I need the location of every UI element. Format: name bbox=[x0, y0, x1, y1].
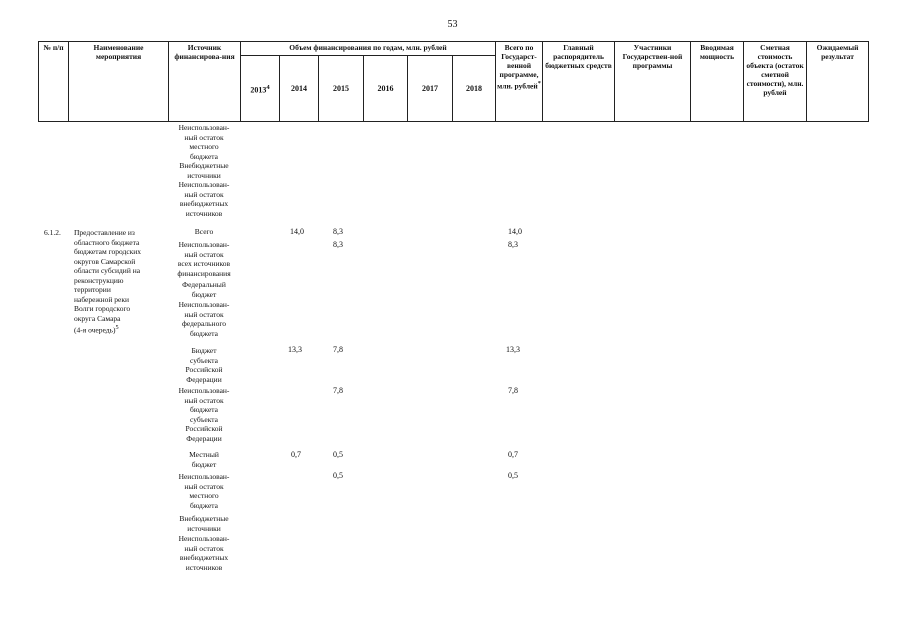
source-unused-regional: Неиспользован- ный остаток бюджета субъекта Российской Федерации bbox=[178, 386, 230, 443]
value-total: 0,5 bbox=[508, 471, 518, 480]
source-unused-federal: Неиспользован- ный остаток федерального бюджета bbox=[178, 300, 230, 338]
header-cost: Сметная стоимость объекта (остаток сметной стоимости), млн. рублей bbox=[744, 42, 807, 122]
value-2015: 8,3 bbox=[333, 240, 343, 249]
header-total: Всего по Государст-венной программе, млн. рублей* bbox=[496, 42, 543, 122]
year-2016: 2016 bbox=[364, 56, 408, 122]
year-2014: 2014 bbox=[280, 56, 319, 122]
header-result: Ожидаемый результат bbox=[807, 42, 869, 122]
value-total: 14,0 bbox=[508, 227, 522, 236]
year-2017: 2017 bbox=[408, 56, 453, 122]
source-unused-all: Неиспользован- ный остаток всех источников финансирования bbox=[177, 240, 231, 278]
header-admin: Главный распорядитель бюджетных средств bbox=[543, 42, 615, 122]
header-participants: Участники Государствен-ной программы bbox=[615, 42, 691, 122]
value-total: 0,7 bbox=[508, 450, 518, 459]
value-total: 13,3 bbox=[506, 345, 520, 354]
year-2015: 2015 bbox=[319, 56, 364, 122]
item-number: 6.1.2. bbox=[44, 228, 61, 237]
value-2015: 7,8 bbox=[333, 345, 343, 354]
source-unused-extrabudget: Неиспользован- ный остаток внебюджетных источников bbox=[178, 534, 230, 572]
source-regional: Бюджет субъекта Российской Федерации bbox=[185, 346, 223, 384]
value-2015: 0,5 bbox=[333, 450, 343, 459]
value-2015: 8,3 bbox=[333, 227, 343, 236]
value-2014: 0,7 bbox=[291, 450, 301, 459]
prev-sources: Неиспользован- ный остаток местного бюджета Внебюджетные источники Неиспользован- ный остаток внебюджетных источников bbox=[178, 123, 230, 218]
header-name: Наименование мероприятия bbox=[69, 42, 169, 122]
item-name: Предоставление из областного бюджета бюджетам городских округов Самарской области субсидий на реконструкцию территории набережной реки Волги городского округа Самара (4-я очередь)$^5$ bbox=[74, 228, 142, 335]
year-2013: 2013$^4$ bbox=[241, 56, 280, 122]
source-extrabudget: Внебюджетные источники bbox=[179, 514, 229, 533]
header-table bbox=[38, 41, 869, 122]
value-total: 7,8 bbox=[508, 386, 518, 395]
value-2014: 13,3 bbox=[288, 345, 302, 354]
value-total: 8,3 bbox=[508, 240, 518, 249]
source-total: Всего bbox=[194, 227, 214, 236]
value-2015: 7,8 bbox=[333, 386, 343, 395]
header-capacity: Вводимая мощность bbox=[691, 42, 744, 122]
value-2015: 0,5 bbox=[333, 471, 343, 480]
header-source: Источник финансирова-ния bbox=[169, 42, 241, 122]
source-federal: Федеральный бюджет bbox=[182, 280, 226, 299]
value-2014: 14,0 bbox=[290, 227, 304, 236]
source-unused-local: Неиспользован- ный остаток местного бюджета bbox=[178, 472, 230, 510]
header-funding: Объем финансирования по годам, млн. рублей bbox=[241, 42, 496, 56]
year-2018: 2018 bbox=[453, 56, 496, 122]
source-local: Местный бюджет bbox=[189, 450, 219, 469]
header-num: № п/п bbox=[39, 42, 69, 122]
page-number: 53 bbox=[447, 19, 458, 30]
